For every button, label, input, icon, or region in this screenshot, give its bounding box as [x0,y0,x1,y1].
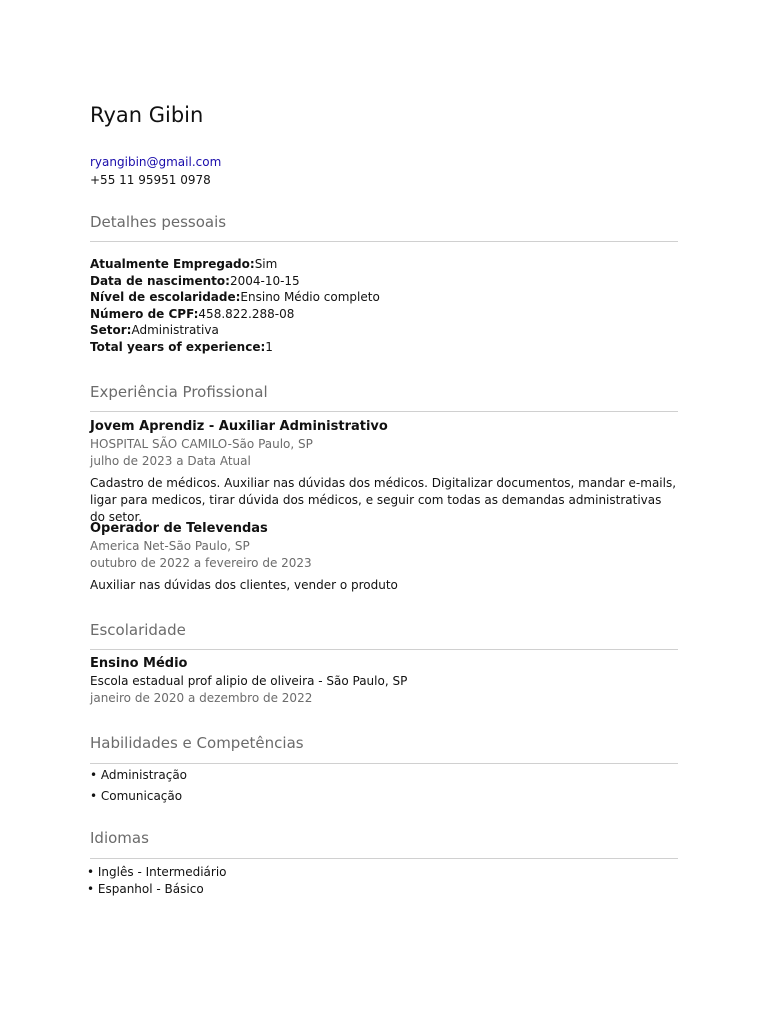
detail-row [90,273,380,290]
language-item: • Inglês - Intermediário [87,865,227,879]
candidate-name: Ryan Gibin [90,103,204,127]
company-name: HOSPITAL SÃO CAMILO [90,437,228,451]
detail-value: 1 [265,339,273,354]
section-heading-education: Escolaridade [90,621,186,639]
detail-label: Setor: [90,323,132,338]
section-divider [90,411,678,412]
detail-value: 458.822.288-08 [198,306,295,321]
job-description: Cadastro de médicos. Auxiliar nas dúvidas dos médicos. Digitalizar documentos, mandar e-mails, ligar para medicos, tirar dúvida dos médicos, e seguir com todas as demandas administrativas do setor. [90,476,677,524]
job-entry [90,520,678,594]
detail-value: Administrativa [131,323,219,338]
skills-list [90,765,187,807]
job-employer: America Net-São Paulo, SP [90,539,250,553]
detail-value: Ensino Médio completo [240,290,380,305]
job-location: São Paulo, SP [168,539,250,553]
job-title: Jovem Aprendiz - Auxiliar Administrativo [90,419,388,434]
section-heading-personal: Detalhes pessoais [90,213,227,231]
section-heading-languages: Idiomas [90,829,149,847]
contact-info [90,154,221,189]
job-description: Auxiliar nas dúvidas dos clientes, vender o produto [90,578,398,592]
detail-row [90,339,380,356]
detail-row [90,256,380,273]
section-divider [90,649,678,650]
school-name: Escola estadual prof alipio de oliveira - São Paulo, SP [90,674,408,688]
detail-row [90,322,380,339]
section-divider [90,858,678,859]
job-employer: HOSPITAL SÃO CAMILO-São Paulo, SP [90,437,313,451]
detail-row [90,306,380,323]
job-period: julho de 2023 a Data Atual [90,454,251,468]
section-heading-skills: Habilidades e Competências [90,734,304,752]
language-item: • Espanhol - Básico [87,882,204,896]
phone-number: +55 11 95951 0978 [90,172,211,187]
detail-label: Número de CPF: [90,306,199,321]
email-link[interactable]: ryangibin@gmail.com [90,155,222,169]
job-location: São Paulo, SP [231,437,313,451]
detail-label: Total years of experience: [90,339,266,354]
section-divider [90,763,678,764]
company-name: America Net [90,539,165,553]
detail-row [90,289,380,306]
detail-value: Sim [254,257,278,271]
detail-label: Nível de escolaridade: [90,290,241,305]
section-heading-experience: Experiência Profissional [90,383,268,401]
detail-label: Atualmente Empregado: [90,257,255,271]
languages-list [87,864,227,898]
job-period: outubro de 2022 a fevereiro de 2023 [90,556,312,570]
skill-item: • Administração [90,768,188,782]
personal-details-list [90,256,380,356]
job-title: Operador de Televendas [90,521,268,536]
detail-value: 2004-10-15 [229,273,300,288]
job-entry [90,418,678,526]
detail-label: Data de nascimento: [90,273,230,288]
education-period: janeiro de 2020 a dezembro de 2022 [90,691,313,705]
degree-title: Ensino Médio [90,656,188,671]
skill-item: • Comunicação [90,789,183,803]
education-entry [90,655,678,707]
section-divider [90,241,678,242]
